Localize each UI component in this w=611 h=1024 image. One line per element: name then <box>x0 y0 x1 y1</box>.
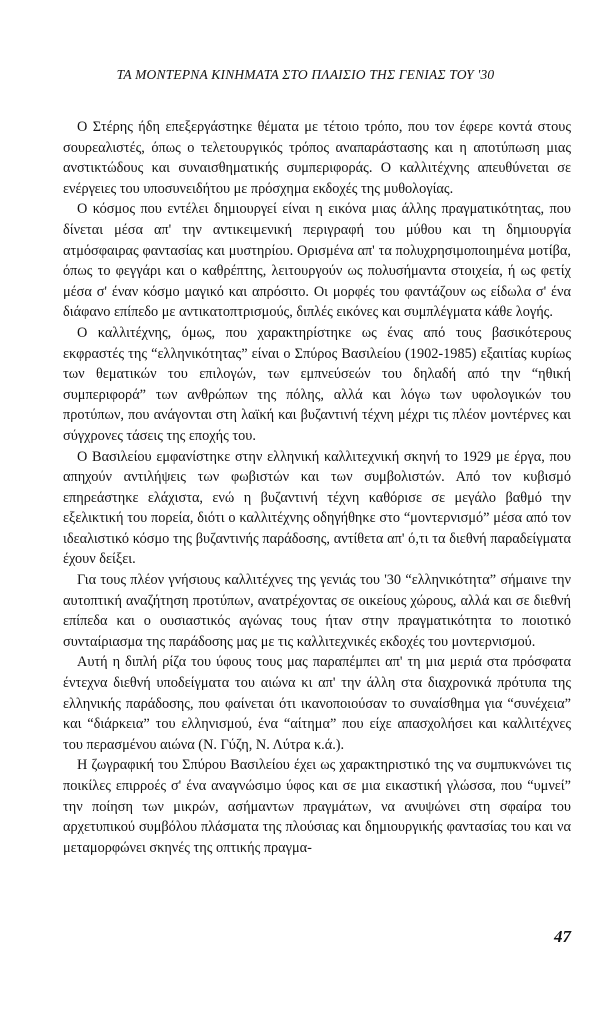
body-text <box>63 117 571 858</box>
paragraph-4: Ο Βασιλείου εμφανίστηκε στην ελληνική καλλιτεχνική σκηνή το 1929 με έργα, που απηχούν αντιλήψεις των φωβιστών και των συμβολιστών. Από τον κυβισμό επηρεάστηκε ελάχιστα, ενώ η βυζαντινή τέχνη καθόρισε σε μεγάλο βαθμό την εξελικτική του πορεία, διότι ο καλλιτέχνης οδηγήθηκε στο “μοντερνισμό” μέσα από τον ιδεαλιστικό κόσμο της βυζαντινής παράδοσης, αντίθετα απ' ό,τι τα διεθνή παραδείγματα έχουν δείξει. <box>63 448 571 568</box>
paragraph-1: Ο Στέρης ήδη επεξεργάστηκε θέματα με τέτοιο τρόπο, που τον έφερε κοντά στους σουρεαλιστές, όπως ο τελετουργικός τρόπος αναπαράστασης και η αποτύπωση μιας ανστικτώδους και συναισθηματικής συμπεριφοράς. Ο καλλιτέχνης απευθύνεται σε ενέργειες του υποσυνειδήτου με πρόσχημα εκδοχές της μυθολογίας. <box>63 119 571 197</box>
paragraph-2: Ο κόσμος που εντέλει δημιουργεί είναι η εικόνα μιας άλλης πραγματικότητας, που δίνεται μέσα απ' την αντικειμενική περιγραφή του μύθου και τη δημιουργία ατμόσφαιρας φαντασίας και μυστηρίου. Ορισμένα απ' τα πολυχρησιμοποιημένα μοτίβα, όπως το φεγγάρι και ο καθρέπτης, λειτουργούν ως πολυσήμαντα στοιχεία, ή ως φετίχ μέσα σ' έναν κόσμο μαγικό και απρόσιτο. Οι μορφές του φαντάζουν ως είδωλα σ' ένα διάφανο επίπεδο με αντικατοπτρισμούς, διπλές εικόνες και συμπλέγματα κάθε λογής. <box>63 201 571 321</box>
paragraph-6: Αυτή η διπλή ρίζα του ύφους τους μας παραπέμπει απ' τη μια μεριά στα πρόσφατα έντεχνα διεθνή υποδείγματα του αιώνα κι απ' την άλλη στα διαχρονικά πρότυπα της ελληνικής παράδοσης, που φαίνεται ότι ικανοποιούσαν το συναίσθημα για “συνέχεια” και “διάρκεια” του ελληνισμού, ένα “αίτημα” που είχε απασχολήσει και καλλιτέχνες του περασμένου αιώνα (Ν. Γύζη, Ν. Λύτρα κ.ά.). <box>63 654 571 753</box>
page-number: 47 <box>554 927 571 946</box>
paragraph-5: Για τους πλέον γνήσιους καλλιτέχνες της γενιάς του '30 “ελληνικότητα” σήμαινε την αυτοπτική αναζήτηση προτύπων, ανατρέχοντας σε οικείους χώρους, αλλά και σε διεθνή επίπεδα και ο ουσιαστικός αγώνας τους ήταν στην πραγματικότητα το ποιοτικό συνταίριασμα της παράδοσης μας με τις καλλιτεχνικές εκδοχές του μοντερνισμού. <box>63 572 571 650</box>
paragraph-3: Ο καλλιτέχνης, όμως, που χαρακτηρίστηκε ως ένας από τους βασικότερους εκφραστές της “ελληνικότητας” είναι ο Σπύρος Βασιλείου (1902-1985) εξαιτίας κυρίως των θεματικών του επιλογών, των εμπνεύσεών του δηλαδή από την “ηθική συμπεριφορά” των ανθρώπων της πόλης, αλλά και λόγω των υφολογικών του προτύπων, που ανάγονται στη λαϊκή και βυζαντινή τέχνη μέχρι τις πλέον μοντέρνες και σύγχρονες τάσεις της εποχής του. <box>63 324 571 444</box>
paragraph-7: Η ζωγραφική του Σπύρου Βασιλείου έχει ως χαρακτηριστικό της να συμπυκνώνει τις ποικίλες επιρροές σ' ένα αναγνώσιμο ύφος και σε μια εικαστική γλώσσα, που “υμνεί” την ποίηση των μικρών, ασήμαντων πραγμάτων, να ανυψώνει στη σφαίρα του αρχετυπικού συμβόλου πλάσματα της πλούσιας και δημιουργικής φαντασίας του και να μεταμορφώνει σκηνές της οπτικής πραγμα- <box>63 757 571 856</box>
running-head: ΤΑ ΜΟΝΤΕΡΝΑ ΚΙΝΗΜΑΤΑ ΣΤΟ ΠΛΑΙΣΙΟ ΤΗΣ ΓΕΝΙΑΣ ΤΟΥ '30 <box>116 67 495 82</box>
